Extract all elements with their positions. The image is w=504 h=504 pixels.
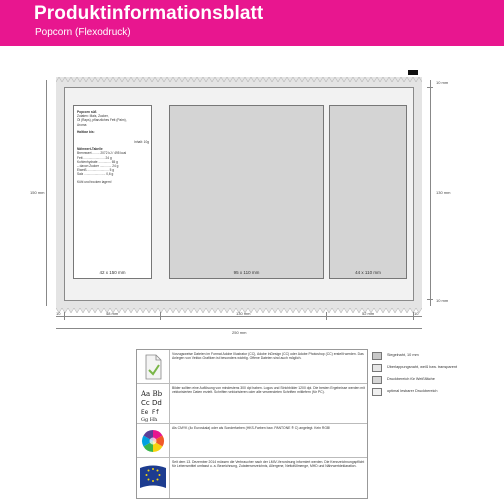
panel-middle (169, 105, 324, 279)
bottom-dim-middle: 130 mm (236, 311, 251, 316)
svg-text:Ee Ff: Ee Ff (141, 409, 160, 416)
legend-label: Druckbereich für Weißfläche (387, 377, 435, 381)
label-line: Zutaten: Mais, Zucker, (77, 114, 109, 119)
bottom-dim-seal-left: 10 (56, 311, 61, 316)
page-title: Produktinformationsblatt (34, 3, 264, 24)
panel-middle-size: 95 x 110 mm (233, 270, 260, 275)
label-line: Brennwert ........ 2072 kJ / 495 kcal (77, 151, 127, 156)
label-line: Inhalt: 10g (134, 140, 149, 145)
svg-text:Cc Dd: Cc Dd (141, 399, 162, 407)
legend-label: Überlappungsnaht, weiß bzw. transparent (387, 365, 458, 369)
legend-swatch (372, 364, 382, 372)
font-sample-icon (137, 384, 170, 423)
label-line: Haltbar bis: (77, 129, 95, 134)
label-line: Kohlenhydrate .............. 65 g (77, 159, 118, 164)
info-row-files (137, 350, 367, 384)
info-row-text: Bilder sollten eine Auflösung von mindestens 300 dpi haben. Logos und Strichbilder 1200 dpi. Die besten Ergebnisse werden mit vektorisierten Daten erzielt. Schriften vektorisieren oder alle verwendeten Schriften mitliefern (für PC). (172, 386, 365, 395)
label-line: – davon Zucker ............. 24 g (77, 164, 119, 169)
panel-left (73, 105, 152, 279)
legend-label: optimal lesbarer Druckbereich (387, 389, 438, 393)
page-subtitle: Popcorn (Flexodruck) (35, 27, 131, 38)
bottom-dimension-line (56, 316, 422, 317)
info-table (136, 349, 368, 499)
info-row-colors (137, 424, 367, 458)
label-line: Eiweiß ........................ 5 g (77, 168, 115, 173)
corner-marker (408, 70, 418, 75)
info-row-regulation (137, 458, 367, 498)
right-dimension-line (430, 80, 431, 306)
left-dimension-line (46, 80, 47, 306)
bottom-tick (160, 312, 161, 320)
color-wheel-icon (137, 424, 170, 457)
right-tick (427, 299, 433, 300)
bottom-tick (64, 312, 65, 320)
bottom-dim-right: 52 mm (362, 311, 375, 316)
nutrition-text (77, 110, 149, 184)
label-line: Popcorn süß (77, 110, 97, 114)
label-line: Kühl und trocken lagern! (77, 179, 112, 184)
bottom-dim-seal-right: 10 (414, 311, 419, 316)
info-row-text: Vorzugsweise Dateien im Format Adobe Illustrator (CC), Adobe InDesign (CC) oder Adobe Photoshop (CC) erstellt werden. Das Anlegen von Vektor-Grafiken ist besonders wichtig. Offene Dateien sind auch möglich. (172, 352, 364, 361)
label-line: Aroma (77, 122, 87, 127)
panel-left-size: 42 x 150 mm (99, 270, 126, 275)
top-zigzag-edge (56, 74, 422, 82)
bottom-tick (326, 312, 327, 320)
bottom-dim-left: 48 mm (106, 311, 119, 316)
left-height-label: 150 mm (30, 190, 45, 195)
right-top-label: 10 mm (436, 80, 449, 85)
total-width-line (56, 328, 422, 329)
label-line: Salz ........................ 0,6 g (77, 172, 114, 177)
info-row-text: Seit dem 13. Dezember 2014 müssen die Verbraucher nach der LMIV-Verordnung informiert werden. Die Kennzeichnungspflicht für Lebensmittel umfasst u. a. Bezeichnung, Zutatenverzeichnis, Allergene, Nettofüllmenge, MHD und Nährwertdeklaration. (172, 460, 365, 469)
legend-swatch (372, 388, 382, 396)
panel-right-size: 44 x 110 mm (355, 270, 381, 275)
label-line: Fett ........................ 24 g (77, 155, 112, 160)
info-row-images (137, 384, 367, 424)
right-tick (427, 87, 433, 88)
right-middle-label: 130 mm (436, 190, 451, 195)
svg-text:Aa Bb: Aa Bb (141, 390, 163, 398)
label-line: Öl (Raps), pflanzliches Fett (Palm), (77, 118, 127, 123)
legend-swatch (372, 376, 382, 384)
document-icon (137, 350, 170, 383)
panel-right (329, 105, 407, 279)
svg-text:Gg Hh: Gg Hh (141, 417, 158, 423)
right-bottom-label: 10 mm (436, 298, 449, 303)
label-line: Nährwert-Tabelle (77, 147, 103, 152)
total-width-label: 250 mm (232, 330, 247, 335)
info-row-text: Als CMYK (4c Euroskala) oder als Sonderfarben (HKS-Farben bzw. PANTONE ® C) angelegt. Kein RGB! (172, 426, 331, 430)
legend-swatch (372, 352, 382, 360)
eu-flag-icon (137, 458, 170, 498)
legend-label: Siegelnaht, 10 mm (387, 353, 419, 357)
